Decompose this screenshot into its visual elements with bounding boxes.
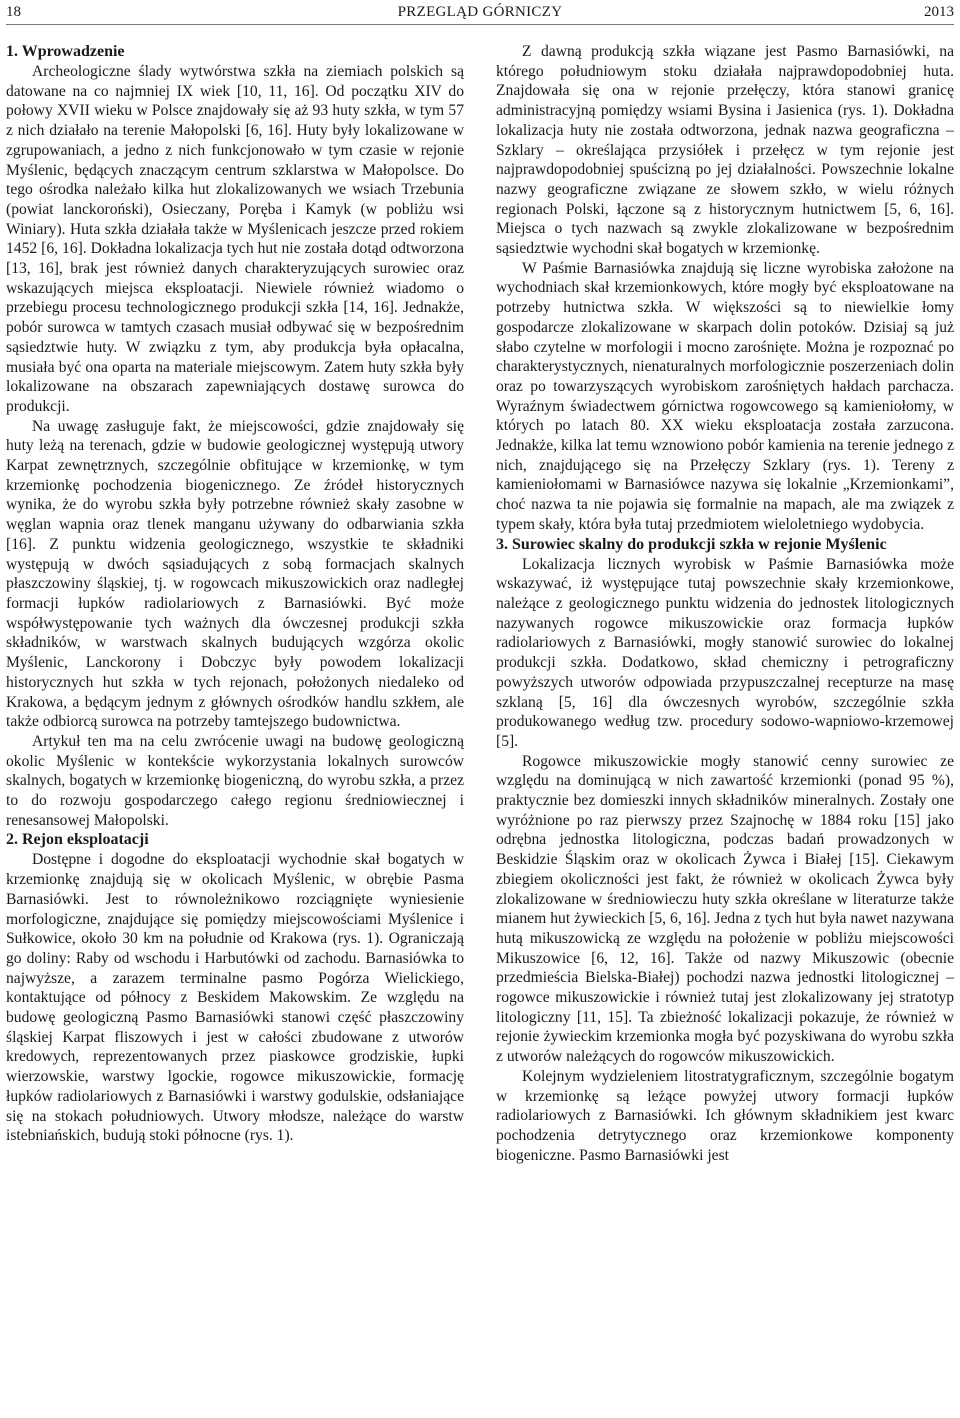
paragraph: Artykuł ten ma na celu zwrócenie uwagi na budowę geologiczną okolic Myślenic w kontekście wykorzystania lokalnych surowców skalnych, bogatych w krzemionkę biogeniczną, do wyrobu szkła, a przez to do rozwoju gospodarczego całego regionu średniowiecznej i renesansowej Małopolski. <box>6 732 464 829</box>
page-number: 18 <box>6 4 21 20</box>
paragraph: W Paśmie Barnasiówka znajdują się liczne wyrobiska założone na wychodniach skał krzemionkowych, które mogły być eksploatowane na potrzeby hutnictwa szkła. W większości są to niewielkie łomy gospodarcze zlokalizowane w skarpach dolin potoków. Dzisiaj są już słabo czytelne w morfologii i mocno zarośnięte. Można je rozpoznać po charakterystycznych, nienaturalnych morfologicznie poszerzeniach dolin oraz po towarzyszących wyrobiskom zarośniętych hałdach parchacza. Wyraźnym świadectwem górnictwa rogowcowego są kamieniołomy, w których po latach 80. XX wieku eksploatacja została zarzucona. Jednakże, kilka lat temu wznowiono pobór kamienia na terenie jednego z nich, znajdującego się na Przełęczy Szklary (rys. 1). Tereny z kamieniołomami w Barnasiówce nazywa się lokalnie „Krzemionkami”, choć nazwa ta nie pojawia się formalnie na mapach, ale ma związek z typem skały, która była tutaj przedmiotem wieloletniego wydobycia. <box>496 259 954 533</box>
paragraph: Z dawną produkcją szkła wiązane jest Pasmo Barnasiówki, na którego południowym stoku działała najprawdopodobniej huta. Znajdowała się ona w rejonie przełęczy, która stanowi granicę administracyjną pomiędzy wsiami Bysina i Jasienica (rys. 1). Dokładna lokalizacja huty nie została odtworzona, jednak nazwa geograficzna – Szklary – określająca przysiółek i przełęcz w tym rejonie jest najprawdopodobniej spuścizną po jej działalności. Powszechnie lokalne nazwy geograficzne związane ze słowem szkło, w wielu różnych regionach Polski, łączone są z historycznym hutnictwem [5, 6, 16]. Miejsca o tych nazwach są zwykle zlokalizowane w bezpośrednim sąsiedztwie wychodni skał bogatych w krzemionkę. <box>496 43 954 258</box>
right-column <box>496 42 954 1165</box>
journal-title: PRZEGLĄD GÓRNICZY <box>397 4 563 20</box>
paragraph: Na uwagę zasługuje fakt, że miejscowości, gdzie znajdowały się huty leżą na terenach, gdzie w budowie geologicznej występują utwory Karpat zewnętrznych, szczególnie obfitujące w krzemionkę, w tym krzemionkę pochodzenia biogenicznego. Ze źródeł historycznych wynika, że do wyrobu szkła były potrzebne również skały zasobne w węglan wapnia oraz tlenek manganu używany do odbarwiania szkła [16]. Z punktu widzenia geologicznego, wszystkie te składniki występują w dwóch sąsiadujących z sobą formacjach skalnych płaszczowiny śląskiej, tj. w rogowcach mikuszowickich oraz nadległej formacji łupków radiolariowych z Barnasiówki. Być może współwystępowanie tych ważnych dla ówczesnej produkcji szkła składników, w warstwach skalnych budujących wzgórza okolic Myślenic, Lanckorony i Dobczyc były powodem lokalizacji historycznych hut szkła w tych rejonach, położonych niedaleko od Krakowa, a będącym jednym z głównych ośrodków handlu szkłem, ale także odbiorcą surowca na potrzeby tamtejszego budownictwa. <box>6 417 464 731</box>
section-heading-rock-material: 3. Surowiec skalny do produkcji szkła w rejonie Myślenic <box>496 535 887 553</box>
paragraph: Lokalizacja licznych wyrobisk w Paśmie Barnasiówka może wskazywać, iż występujące tutaj powszechnie skały krzemionkowe, należące z geologicznego punktu widzenia do jednostek litologicznych nazywanych rogowce mikuszowickie oraz formacja łupków radiolariowych z Barnasiówki, mogły stanowić surowiec do lokalnej produkcji szkła. Dodatkowo, skład chemiczny i petrograficzny powyższych utworów odpowiada przypuszczalnej recepturze na masę szklaną [5, 16] dla ówczesnych wyrobów, szczególnie szkła produkowanego według tzw. procedury sodowo-wapniowo-krzemowej [5]. <box>496 555 954 750</box>
paragraph: Rogowce mikuszowickie mogły stanowić cenny surowiec ze względu na dominującą w nich zawartość krzemionki (ponad 95 %), praktycznie bez domieszki innych składników mineralnych. Zostały one wyróżnione po raz pierwszy przez Szajnochę w 1884 roku [15] jako odrębna jednostka litologiczna, podczas badań prowadzonych w Beskidzie Śląskim oraz w okolicach Żywca i Białej [15]. Ciekawym zbiegiem okoliczności jest fakt, że również w okolicach Żywca były zlokalizowane w średniowieczu huty szkła określane w literaturze także mianem hut żywieckich [5, 6, 16]. Jedna z tych hut była nawet nazywana hutą mikuszowicką ze względu na położenie w pobliżu miejscowości Mikuszowice [6, 12, 16]. Także od nazwy Mikuszowic (obecnie przedmieścia Bielska-Białej) pochodzi nazwa jednostki litologicznej – rogowce mikuszowickie i również tutaj jest zlokalizowany jej stratotyp litologiczny [11, 15]. Ta zbieżność lokalizacji pokazuje, że również w rejonie żywieckim krzemionka mogła być pozyskiwana do wyrobu szkła z utworów należących do rogowców mikuszowickich. <box>496 752 954 1066</box>
paragraph: Kolejnym wydzieleniem litostratygraficznym, szczególnie bogatym w krzemionkę są leżące powyżej utwory formacji łupków radiolariowych z Barnasiówki. Ich głównym składnikiem jest kwarc pochodzenia detrytycznego oraz krzemionkowe komponenty biogeniczne. Pasmo Barnasiówki jest <box>496 1067 954 1164</box>
publication-year: 2013 <box>924 4 954 20</box>
left-column <box>6 42 464 1146</box>
section-heading-introduction: 1. Wprowadzenie <box>6 43 125 60</box>
paragraph: Dostępne i dogodne do eksploatacji wychodnie skał bogatych w krzemionkę znajdują się w okolicach Myślenic, w obrębie Pasma Barnasiówki. Jest to równoleżnikowo rozciągnięte wyniesienie morfologiczne, znajdujące się pomiędzy miejscowościami Myślenice i Sułkowice, około 30 km na południe od Krakowa (rys. 1). Ograniczają go doliny: Raby od wschodu i Harbutówki od zachodu. Barnasiówka to najwyższe, a zarazem terminalne pasmo Pogórza Wielickiego, kontaktujące od północy z Beskidem Makowskim. Ze względu na budowę geologiczną Pasmo Barnasiówki stanowi część płaszczowiny śląskiej Karpat fliszowych i jest w całości zbudowane z utworów kredowych, reprezentowanych przez piaskowce grodziskie, łupki wierzowskie, warstwy lgockie, rogowce mikuszowickie, formację łupków radiolariowych z Barnasiówki i warstwy godulskie, odsłaniające się na stokach południowych. Utwory młodsze, należące do warstw istebniańskich, budują stoki północne (rys. 1). <box>6 851 464 1145</box>
paragraph: Archeologiczne ślady wytwórstwa szkła na ziemiach polskich są datowane na co najmniej IX wiek [10, 11, 16]. Od początku XIV do połowy XVII wieku w Polsce znajdowały się aż 93 huty szkła, w tym 57 z nich działało na terenie Małopolski [6, 16]. Huty były lokalizowane w zgrupowaniach, a jedno z nich funkcjonowało w tym czasie w rejonie Myślenic, będących znaczącym centrum szklarstwa w Małopolsce. Do tego ośrodka należało kilka hut zlokalizowanych we wsiach Trzebunia (powiat lanckoroński), Osieczany, Poręba i Kamyk (w pobliżu wsi Winiary). Huta szkła działała także w Myślenicach jeszcze przed rokiem 1452 [6, 16]. Dokładna lokalizacja tych hut nie została dotąd odtworzona [13, 16], brak jest również danych charakteryzujących surowiec oraz wskazujących miejsca eksploatacji. Niewiele również wiadomo o przebiegu procesu technologicznego produkcji szkła [14, 16]. Jednakże, pobór surowca w tamtych czasach musiał odbywać się w bezpośrednim sąsiedztwie huty. W związku z tym, aby produkcja była opłacalna, musiała być ona oparta na materiale miejscowym. Zatem huty szkła były lokalizowane na obszarach zapewniających dostawę surowca do produkcji. <box>6 63 464 415</box>
section-heading-exploitation-area: 2. Rejon eksploatacji <box>6 831 149 849</box>
page-header <box>6 2 954 25</box>
